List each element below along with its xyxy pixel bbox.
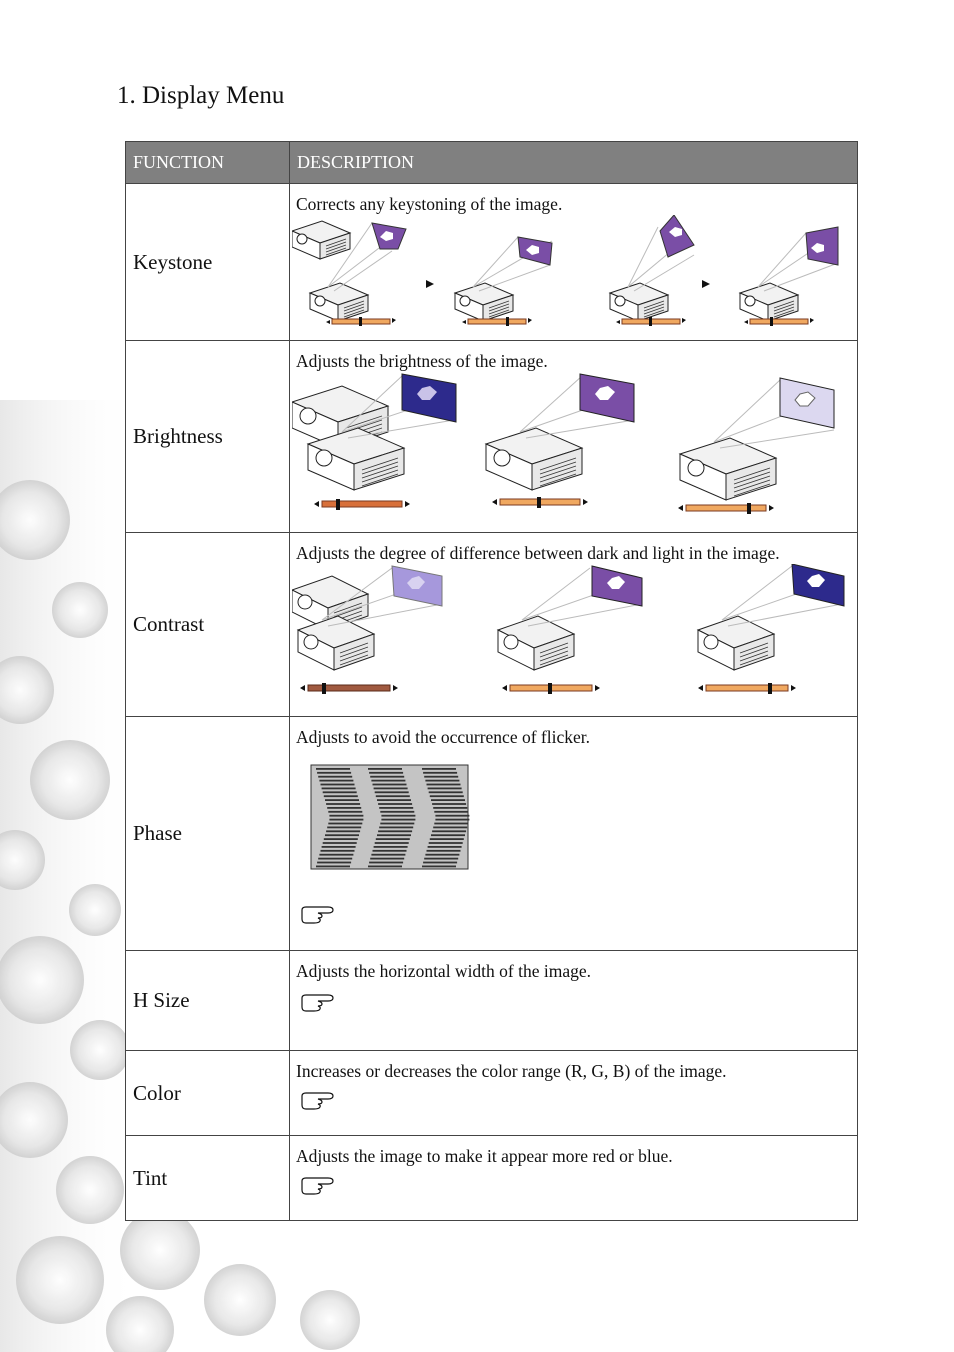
description-phase: Adjusts to avoid the occurrence of flicker.	[296, 727, 590, 747]
description-cell-phase	[290, 717, 858, 951]
keystone-slider-4	[744, 317, 814, 326]
table-row	[126, 951, 858, 1051]
projector-icon	[486, 374, 634, 490]
contrast-slider-1	[300, 683, 398, 694]
projector-icon	[455, 237, 552, 321]
description-h-size: Adjusts the horizontal width of the image.	[296, 961, 592, 981]
description-tint: Adjusts the image to make it appear more red or blue.	[296, 1146, 673, 1166]
table-row	[126, 1051, 858, 1136]
brightness-slider-1	[314, 499, 410, 510]
function-brightness: Brightness	[126, 341, 290, 533]
keystone-slider-2	[462, 317, 532, 326]
description-cell-color	[290, 1051, 858, 1136]
header-function: FUNCTION	[126, 142, 290, 184]
description-cell-h-size	[290, 951, 858, 1051]
description-cell-brightness	[290, 341, 858, 533]
function-keystone: Keystone	[126, 184, 290, 341]
table-row	[126, 1136, 858, 1221]
brightness-illustration	[292, 372, 854, 522]
keystone-illustration	[292, 215, 854, 337]
projector-icon	[498, 566, 642, 670]
contrast-slider-3	[698, 683, 796, 694]
function-phase: Phase	[126, 717, 290, 951]
table-row	[126, 341, 858, 533]
pointing-hand-icon	[300, 992, 336, 1012]
triangle-right-icon	[702, 280, 710, 288]
function-color: Color	[126, 1051, 290, 1136]
pointing-hand-icon	[300, 904, 336, 924]
header-description: DESCRIPTION	[290, 142, 858, 184]
description-keystone: Corrects any keystoning of the image.	[296, 194, 563, 214]
table-header-row	[126, 142, 858, 184]
triangle-right-icon	[426, 280, 434, 288]
description-cell-contrast	[290, 533, 858, 717]
zigzag-line-pattern	[310, 764, 490, 876]
display-menu-table	[125, 141, 858, 1221]
projector-icon	[610, 215, 694, 321]
description-brightness: Adjusts the brightness of the image.	[296, 351, 548, 371]
keystone-slider-3	[616, 317, 686, 326]
pointing-hand-icon	[300, 1090, 336, 1110]
projector-icon	[740, 227, 838, 321]
projector-icon	[698, 564, 844, 670]
table-row	[126, 184, 858, 341]
page-title: 1. Display Menu	[117, 82, 285, 109]
contrast-illustration	[292, 564, 854, 704]
pointing-hand-icon	[300, 1175, 336, 1195]
table-row	[126, 717, 858, 951]
description-color: Increases or decreases the color range (R, G, B) of the image.	[296, 1061, 727, 1081]
projector-icon	[680, 378, 834, 500]
description-cell-tint	[290, 1136, 858, 1221]
table-row	[126, 533, 858, 717]
function-h-size: H Size	[126, 951, 290, 1051]
brightness-slider-3	[678, 503, 774, 514]
function-tint: Tint	[126, 1136, 290, 1221]
description-cell-keystone	[290, 184, 858, 341]
function-contrast: Contrast	[126, 533, 290, 717]
brightness-slider-2	[492, 497, 588, 508]
description-contrast: Adjusts the degree of difference between dark and light in the image.	[296, 543, 780, 563]
contrast-slider-2	[502, 683, 600, 694]
